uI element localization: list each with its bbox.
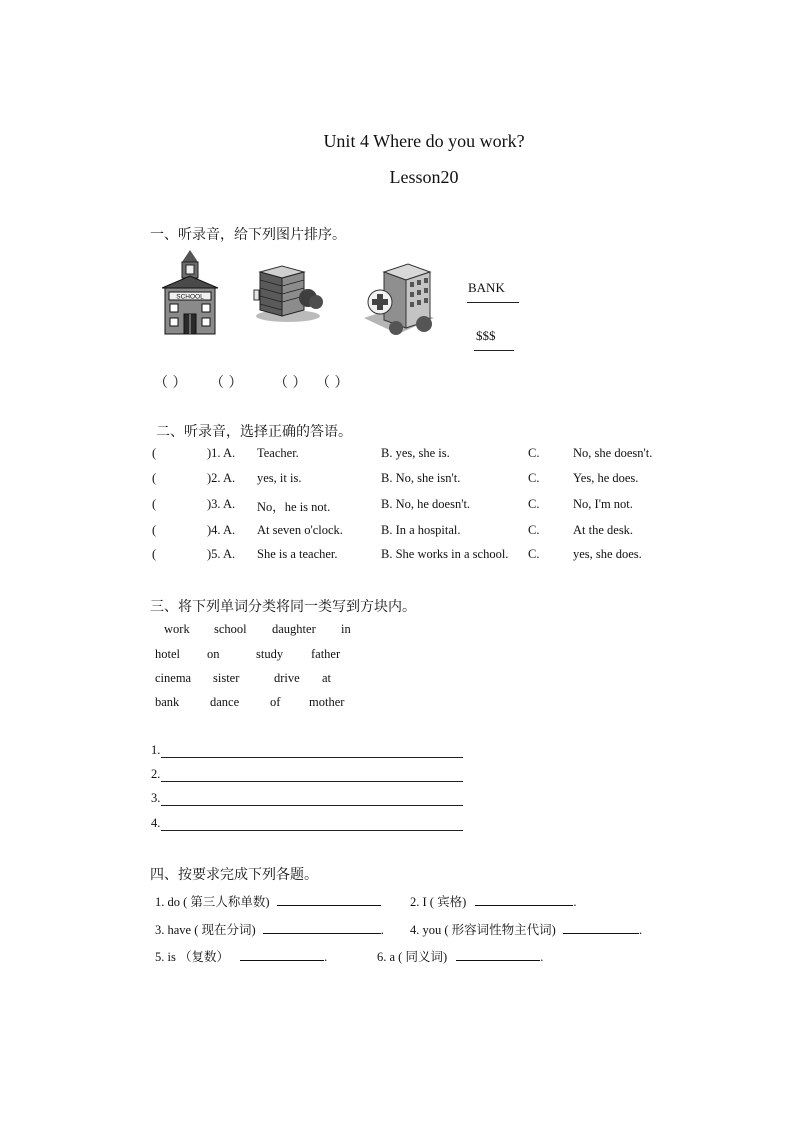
word-item: of [270, 695, 281, 709]
option-c: No, I'm not. [573, 497, 633, 511]
task-6-dot: . [540, 950, 544, 964]
hospital-building-icon [360, 262, 436, 340]
section1-heading: 一、听录音，给下列图片排序。 [150, 227, 346, 243]
answer-paren[interactable]: ( [152, 471, 157, 485]
word-item: sister [213, 671, 240, 685]
answer-paren[interactable]: ( [152, 547, 157, 561]
answer-line-number: 3. [151, 791, 161, 805]
answer-line[interactable] [161, 781, 463, 782]
word-item: daughter [272, 622, 316, 636]
question-number: )4. A. [207, 523, 236, 537]
option-c: yes, she does. [573, 547, 642, 561]
task-2-blank[interactable] [475, 894, 573, 906]
option-c: At the desk. [573, 523, 634, 537]
answer-paren[interactable]: ( [152, 523, 157, 537]
task-6-label: 6. a ( 同义词) [377, 950, 448, 964]
answer-line[interactable] [161, 830, 463, 831]
word-item: dance [210, 695, 240, 709]
order-blank-3[interactable]: （ ） [274, 375, 307, 391]
option-b: B. yes, she is. [381, 446, 450, 460]
option-a: No，he is not. [257, 500, 331, 514]
option-b: B. She works in a school. [381, 547, 509, 561]
task-3-label: 3. have ( 现在分词) [155, 923, 256, 937]
option-c-letter: C. [528, 497, 540, 511]
answer-line-number: 2. [151, 767, 161, 781]
office-building-icon [252, 264, 324, 324]
word-item: bank [155, 695, 180, 709]
task-5 [155, 947, 327, 965]
question-number: )3. A. [207, 497, 236, 511]
word-item: hotel [155, 647, 180, 661]
task-1 [155, 892, 381, 910]
order-blank-2[interactable]: （ ） [210, 375, 243, 391]
money-underline [474, 350, 514, 351]
bank-underline [467, 302, 519, 303]
option-b: B. No, he doesn't. [381, 497, 471, 511]
task-5-label: 5. is （复数） [155, 950, 229, 964]
word-item: study [256, 647, 284, 661]
task-2-label: 2. I ( 宾格) [410, 895, 467, 909]
question-number: )2. A. [207, 471, 236, 485]
option-b: B. No, she isn't. [381, 471, 461, 485]
section4-heading: 四、按要求完成下列各题。 [150, 867, 318, 883]
task-2 [410, 892, 577, 910]
task-3-dot: . [380, 923, 384, 937]
option-a: Teacher. [257, 446, 299, 460]
answer-line[interactable] [161, 805, 463, 806]
task-4-label: 4. you ( 形容词性物主代词) [410, 923, 556, 937]
word-item: school [214, 622, 247, 636]
word-item: in [341, 622, 351, 636]
word-item: father [311, 647, 341, 661]
word-item: work [164, 622, 190, 636]
task-2-dot: . [573, 895, 577, 909]
section3-heading: 三、将下列单词分类将同一类写到方块内。 [150, 599, 416, 615]
option-c-letter: C. [528, 471, 540, 485]
section2-heading: 二、听录音，选择正确的答语。 [156, 424, 352, 440]
school-building-icon [160, 248, 220, 338]
bank-money: $$$ [476, 328, 496, 343]
option-c: No, she doesn't. [573, 446, 653, 460]
order-blank-4[interactable]: （ ） [316, 375, 349, 391]
option-a: She is a teacher. [257, 547, 338, 561]
task-3 [155, 920, 384, 938]
option-c-letter: C. [528, 547, 540, 561]
word-item: drive [274, 671, 300, 685]
question-number: )5. A. [207, 547, 236, 561]
bank-label: BANK [468, 280, 505, 295]
answer-line[interactable] [161, 757, 463, 758]
task-4-blank[interactable] [563, 922, 639, 934]
answer-line-number: 1. [151, 743, 161, 757]
task-1-label: 1. do ( 第三人称单数) [155, 895, 270, 909]
answer-paren[interactable]: ( [152, 446, 157, 460]
word-item: on [207, 647, 220, 661]
option-c-letter: C. [528, 523, 540, 537]
word-item: at [322, 671, 332, 685]
task-3-blank[interactable] [263, 922, 381, 934]
option-a: At seven o'clock. [257, 523, 343, 537]
option-a: yes, it is. [257, 471, 302, 485]
answer-paren[interactable]: ( [152, 497, 157, 511]
option-c-letter: C. [528, 446, 540, 460]
task-5-dot: . [324, 950, 328, 964]
option-b: B. In a hospital. [381, 523, 461, 537]
task-6 [377, 947, 543, 965]
word-item: cinema [155, 671, 192, 685]
option-c: Yes, he does. [573, 471, 639, 485]
order-blank-1[interactable]: （ ） [154, 375, 187, 391]
task-4 [410, 920, 642, 938]
school-sign-text: SCHOOL [176, 293, 204, 301]
lesson-title: Lesson20 [389, 167, 459, 187]
task-1-blank[interactable] [277, 894, 381, 906]
page-title: Unit 4 Where do you work? [323, 131, 525, 151]
answer-line-number: 4. [151, 816, 161, 830]
word-item: mother [309, 695, 345, 709]
task-5-blank[interactable] [240, 949, 324, 961]
task-4-dot: . [638, 923, 643, 937]
question-number: )1. A. [207, 446, 236, 460]
task-6-blank[interactable] [456, 949, 540, 961]
